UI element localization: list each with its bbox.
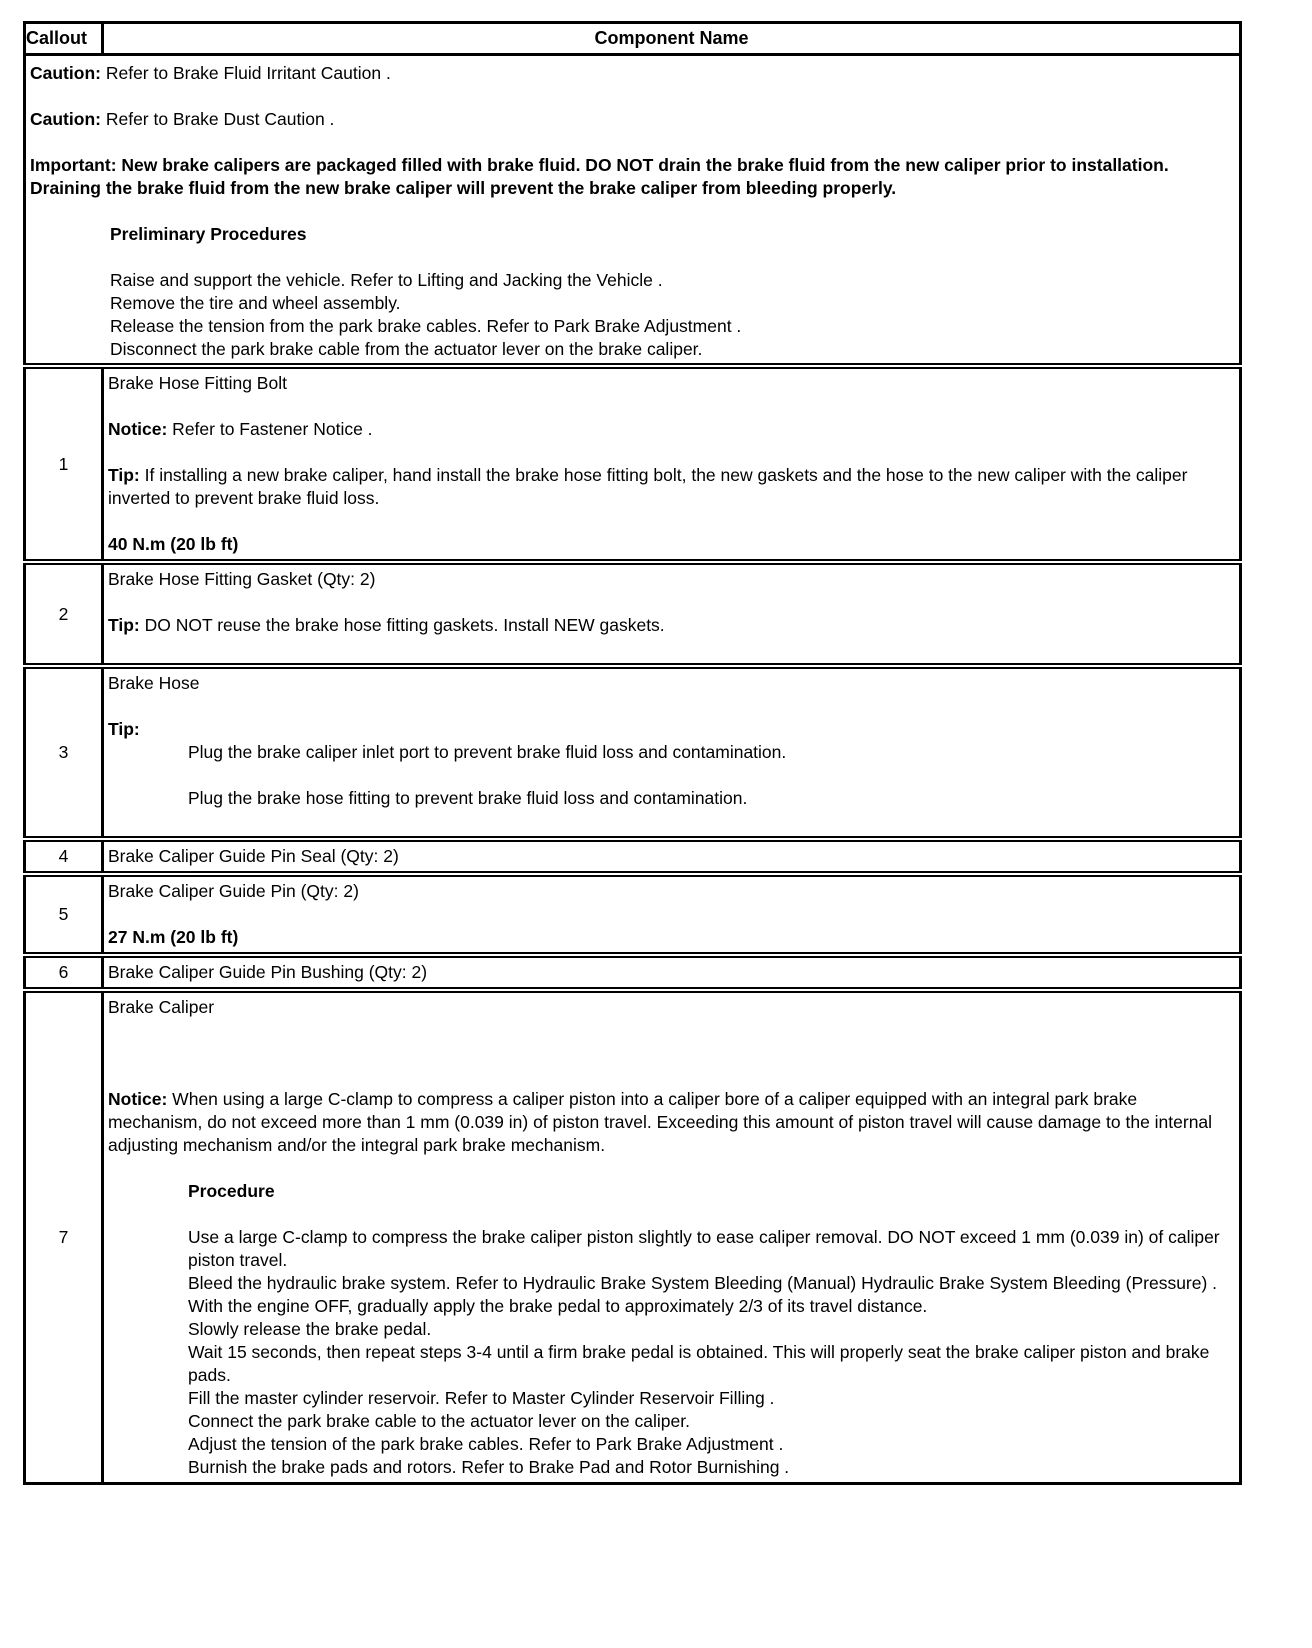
component-name: Brake Hose Fitting Bolt [108, 373, 287, 393]
notice-note [108, 1088, 1235, 1157]
table-row [25, 839, 1241, 874]
procedure-step: Slowly release the brake pedal. [188, 1319, 432, 1339]
callout-column-header: Callout [25, 23, 103, 55]
prelim-step: Release the tension from the park brake cables. Refer to Park Brake Adjustment . [110, 316, 742, 336]
component-cell [103, 839, 1241, 874]
component-cell [103, 366, 1241, 562]
procedure-step: Burnish the brake pads and rotors. Refer to Brake Pad and Rotor Burnishing . [188, 1457, 790, 1477]
component-name: Brake Caliper Guide Pin Bushing (Qty: 2) [108, 962, 428, 982]
table-header-row [25, 23, 1241, 55]
tip-label: Tip: [108, 719, 140, 739]
table-row [25, 874, 1241, 955]
torque-spec: 40 N.m (20 lb ft) [108, 534, 239, 554]
component-cell [103, 955, 1241, 990]
callout-number: 4 [25, 839, 103, 874]
component-name: Brake Caliper [108, 997, 215, 1017]
notice-text: Refer to Fastener Notice . [167, 419, 373, 439]
callout-number: 1 [25, 366, 103, 562]
tip-text: If installing a new brake caliper, hand install the brake hose fitting bolt, the new gaskets and the hose to the new caliper with the caliper inverted to prevent brake fluid loss. [108, 465, 1188, 508]
procedure-step: Use a large C-clamp to compress the brake caliper piston slightly to ease caliper removal. DO NOT exceed 1 mm (0.039 in) of caliper piston travel. [188, 1227, 1220, 1270]
caution-label: Caution: [30, 109, 101, 129]
tip-note [108, 464, 1235, 510]
tip-label: Tip: [108, 615, 140, 635]
preamble-cell [25, 55, 1241, 367]
tip-label: Tip: [108, 465, 140, 485]
caution-brake-fluid [30, 62, 1235, 85]
procedure-document [23, 21, 1239, 1485]
prelim-step: Raise and support the vehicle. Refer to Lifting and Jacking the Vehicle . [110, 270, 663, 290]
component-cell [103, 666, 1241, 839]
preamble-row [25, 55, 1241, 367]
component-cell [103, 562, 1241, 666]
component-cell [103, 874, 1241, 955]
callout-number: 5 [25, 874, 103, 955]
callout-number: 7 [25, 990, 103, 1484]
procedure-step: Connect the park brake cable to the actuator lever on the caliper. [188, 1411, 690, 1431]
procedure-step: Adjust the tension of the park brake cables. Refer to Park Brake Adjustment . [188, 1434, 784, 1454]
table-row [25, 562, 1241, 666]
tip-note [108, 614, 1235, 637]
notice-text: When using a large C-clamp to compress a caliper piston into a caliper bore of a caliper equipped with an integral park brake mechanism, do not exceed more than 1 mm (0.039 in) of piston travel. Exceeding this amount of piston travel will cause damage to the internal adjusting mechanism and/or the integral park brake mechanism. [108, 1089, 1213, 1155]
component-name: Brake Caliper Guide Pin (Qty: 2) [108, 881, 359, 901]
table-row [25, 990, 1241, 1484]
caution-text: Refer to Brake Dust Caution . [100, 109, 335, 129]
component-name: Brake Caliper Guide Pin Seal (Qty: 2) [108, 846, 399, 866]
table-row [25, 955, 1241, 990]
important-note: Important: New brake calipers are packaged filled with brake fluid. DO NOT drain the brake fluid from the new caliper prior to installation. Draining the brake fluid from the new brake caliper will prevent the brake caliper from bleeding properly. [30, 155, 1169, 198]
component-table [23, 21, 1242, 1485]
procedure-step: Bleed the hydraulic brake system. Refer to Hydraulic Brake System Bleeding (Manual) Hydraulic Brake System Bleeding (Pressure) . [188, 1273, 1218, 1293]
component-name: Brake Hose [108, 673, 200, 693]
caution-text: Refer to Brake Fluid Irritant Caution . [100, 63, 391, 83]
callout-number: 6 [25, 955, 103, 990]
table-row [25, 666, 1241, 839]
caution-label: Caution: [30, 63, 101, 83]
notice-note [108, 418, 1235, 441]
table-row [25, 366, 1241, 562]
callout-number: 3 [25, 666, 103, 839]
component-name-column-header: Component Name [103, 23, 1241, 55]
tip-item: Plug the brake caliper inlet port to prevent brake fluid loss and contamination. [188, 742, 787, 762]
tip-text: DO NOT reuse the brake hose fitting gaskets. Install NEW gaskets. [139, 615, 665, 635]
prelim-step: Disconnect the park brake cable from the actuator lever on the brake caliper. [110, 339, 703, 359]
prelim-step: Remove the tire and wheel assembly. [110, 293, 401, 313]
notice-label: Notice: [108, 1089, 168, 1109]
component-name: Brake Hose Fitting Gasket (Qty: 2) [108, 569, 376, 589]
notice-label: Notice: [108, 419, 168, 439]
procedure-step: Wait 15 seconds, then repeat steps 3-4 until a firm brake pedal is obtained. This will properly seat the brake caliper piston and brake pads. [188, 1342, 1210, 1385]
torque-spec: 27 N.m (20 lb ft) [108, 927, 239, 947]
caution-brake-dust [30, 108, 1235, 131]
procedure-step: With the engine OFF, gradually apply the brake pedal to approximately 2/3 of its travel distance. [188, 1296, 928, 1316]
component-cell [103, 990, 1241, 1484]
procedure-step: Fill the master cylinder reservoir. Refer to Master Cylinder Reservoir Filling . [188, 1388, 775, 1408]
callout-number: 2 [25, 562, 103, 666]
preliminary-procedures-title: Preliminary Procedures [110, 224, 307, 244]
tip-item: Plug the brake hose fitting to prevent brake fluid loss and contamination. [188, 788, 748, 808]
procedure-title: Procedure [188, 1181, 275, 1201]
